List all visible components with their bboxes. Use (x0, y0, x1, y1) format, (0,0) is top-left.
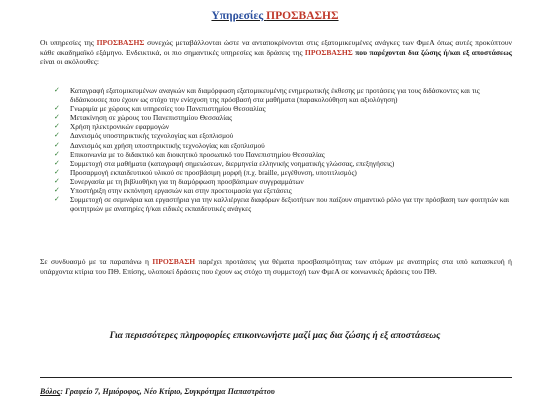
service-item (54, 141, 514, 150)
services-list (54, 86, 514, 213)
service-item (54, 122, 514, 131)
intro-brand-2: ΠΡΟΣΒΑΣΗΣ (304, 47, 353, 57)
service-item-text: Συμμετοχή στα μαθήματα (καταγραφή σημειώσεων, διερμηνεία ελληνικής νοηματικής γλώσσας, επεξηγήσεις) (70, 158, 395, 168)
checkmark-icon: ✓ (54, 195, 60, 204)
checkmark-icon: ✓ (54, 113, 60, 122)
address-line (40, 387, 275, 396)
service-item-text: Δανεισμός υποστηρικτικής τεχνολογίας και εξοπλισμού (70, 131, 234, 141)
service-item (54, 177, 514, 186)
checkmark-icon: ✓ (54, 149, 60, 158)
service-item-text: Δανεισμός και χρήση υποστηρικτικής τεχνολογίας και εξοπλισμού (70, 140, 265, 150)
service-item-text: Χρήση ηλεκτρονικών εφαρμογών (70, 122, 170, 132)
service-item-text: Γνωριμία με χώρους και υπηρεσίες του Πανεπιστημίου Θεσσαλίας (70, 104, 266, 114)
title-prefix: Υπηρεσίες (211, 10, 267, 22)
address-label: Βόλος (40, 387, 61, 396)
intro-text-4: είναι οι ακόλουθες: (40, 57, 99, 66)
intro-brand: ΠΡΟΣΒΑΣΗΣ (96, 38, 145, 47)
footer-divider (40, 377, 512, 378)
service-item (54, 159, 514, 168)
service-item (54, 168, 514, 177)
service-item-text: Καταγραφή εξατομικευμένων αναγκών και διαμόρφωση εξατομικευμένης ενημερωτικής έκθεσης με προτάσεις για τους διδάσκοντες και τις διδάσκουσες που έχουν ως στόχο την ενίσχυση της πρόσβασή στα μαθήματα (παρακολούθηση και αξιολόγηση) (70, 86, 480, 105)
closing-text-2: παρέχει προτάσεις για θέματα προσβασιμότητας των ατόμων με αναπηρίες στα υπό κατασκευή ή υπάρχοντα κτίρια του ΠΘ. Επίσης, υλοποιεί δράσεις που έχουν ως στόχο τη συμμετοχή των ΦμεΑ σε κοινωνικές δράσεις του ΠΘ. (40, 257, 513, 276)
checkmark-icon: ✓ (54, 140, 60, 149)
intro-bold-text: που παρέχονται δια ζώσης ή/και εξ αποστάσεως (355, 47, 512, 57)
service-item-text: Συνεργασία με τη βιβλιοθήκη για τη διαμόρφωση προσβάσιμων συγγραμμάτων (70, 176, 304, 186)
closing-paragraph (40, 257, 512, 276)
closing-text-1: Σε συνδυασμό με τα παραπάνω η (40, 257, 153, 266)
service-item (54, 104, 514, 113)
service-item (54, 186, 514, 195)
checkmark-icon: ✓ (54, 86, 60, 94)
title-brand: ΠΡΟΣΒΑΣΗΣ (266, 10, 339, 22)
checkmark-icon: ✓ (54, 167, 60, 176)
intro-text-2: συνεχώς μεταβάλλονται ώστε να ανταποκρίνονται στις εξατομικευμένες ανάγκες των ΦμεΑ όπως αυτές προκύπτουν κάθε ακαδημαϊκό εξάμηνο. Ενδεικτικά, οι πιο σημαντικές υπηρεσίες και δράσεις της (40, 38, 512, 57)
closing-brand: ΠΡΟΣΒΑΣΗ (152, 257, 196, 266)
checkmark-icon: ✓ (54, 131, 60, 140)
service-item-text: Προσαρμογή εκπαιδευτικού υλικού σε προσβάσιμη μορφή (π.χ. braille, μεγέθυνση, υποτιτλισμός) (70, 167, 357, 177)
service-item (54, 113, 514, 122)
page-title (0, 10, 550, 22)
intro-paragraph (40, 38, 512, 67)
address-text: : Γραφείο 7, Ημιόροφος, Νέο Κτίριο, Συγκρότημα Παπαστράτου (60, 387, 275, 396)
contact-heading: Για περισσότερες πληροφορίες επικοινωνήστε μαζί μας δια ζώσης ή εξ αποστάσεως (109, 331, 441, 341)
service-item-text: Υποστήριξη στην εκπόνηση εργασιών και στην προετοιμασία για εξετάσεις (70, 186, 292, 196)
checkmark-icon: ✓ (54, 122, 60, 131)
service-item-text: Επικοινωνία με το διδακτικό και διοικητικό προσωπικό του Πανεπιστημίου Θεσσαλίας (70, 149, 325, 159)
service-item (54, 195, 514, 213)
checkmark-icon: ✓ (54, 158, 60, 167)
service-item-text: Συμμετοχή σε σεμινάρια και εργαστήρια για την καλλιέργεια διαφόρων δεξιοτήτων που παίζουν σημαντικό ρόλο για την πρόσβαση των φοιτητών και φοιτητριών με αναπηρίες ή/και ειδικές εκπαιδευτικές ανάγκες (70, 195, 510, 214)
checkmark-icon: ✓ (54, 176, 60, 185)
checkmark-icon: ✓ (54, 186, 60, 195)
service-item (54, 150, 514, 159)
service-item-text: Μετακίνηση σε χώρους του Πανεπιστημίου Θεσσαλίας (70, 113, 232, 123)
intro-text-1: Οι υπηρεσίες της (40, 38, 97, 47)
checkmark-icon: ✓ (54, 104, 60, 113)
service-item (54, 86, 514, 104)
service-item (54, 131, 514, 140)
